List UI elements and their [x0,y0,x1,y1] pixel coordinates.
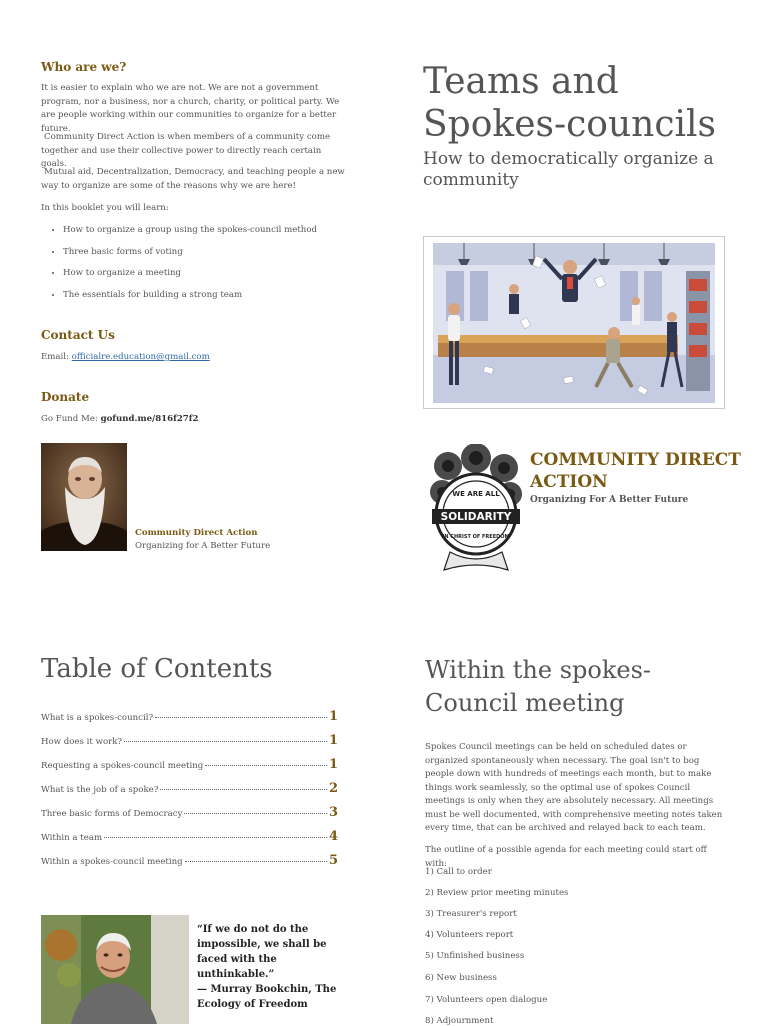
learn-item: • How to organize a group using the spokes-council method [63,225,343,236]
quote-block [197,922,339,1012]
seal-top-text: WE ARE ALL [452,490,500,498]
toc-page: 1 [328,733,338,748]
toc-label: What is a spokes-council? [41,713,154,723]
toc-leader [205,765,327,766]
toc-label: What is the job of a spoke? [41,785,159,795]
who-paragraph-2: Community Direct Action is when members of a community come together and use their collective power to directly reach certain goals. [41,132,331,169]
toc-page: 4 [328,829,338,844]
toc-row[interactable] [41,829,338,845]
email-label: Email: [41,352,72,362]
contact-heading: Contact Us [41,328,115,342]
toc-row[interactable] [41,805,338,821]
meeting-paragraph-1: Spokes Council meetings can be held on scheduled dates or organized spontaneously when necessary. The goal isn't to bog people down with hundreds of meetings each month, but to make things work seamlessly, so the optimal use of spokes Council meetings is only when they are absolutely necessary. All meetings must be well documented, with comprehensive meeting notes taken every time, that can be archived and relayed back to each team. [425,742,723,833]
learn-intro: In this booklet you will learn: [41,203,169,213]
toc-row[interactable] [41,781,338,797]
toc-leader [185,861,327,862]
email-link[interactable]: officialre.education@gmail.com [71,352,210,362]
agenda-item: 1) Call to order [425,867,492,877]
solidarity-logo [428,444,524,574]
title-line-2: Spokes-councils [423,104,717,145]
toc-leader [184,813,326,814]
meeting-paragraph-2: The outline of a possible agenda for each meeting could start off with: [425,845,707,869]
toc-heading: Table of Contents [41,654,273,684]
bookchin-photo [41,915,189,1024]
seal-main-text: SOLIDARITY [440,511,512,523]
agenda-item: 8) Adjournment [425,1016,494,1026]
agenda-item: 2) Review prior meeting minutes [425,888,569,898]
gofund-line [41,413,198,427]
toc-row[interactable] [41,853,338,869]
toc-label: Three basic forms of Democracy [41,809,183,819]
toc-label: Within a spokes-council meeting [41,857,183,867]
learn-item: • Three basic forms of voting [63,247,343,258]
page-title [423,60,716,146]
learn-item: • How to organize a meeting [63,268,343,279]
toc-row[interactable] [41,733,338,749]
meeting-heading-line-2: Council meeting [425,689,625,717]
toc-page: 2 [328,781,338,796]
office-illustration [423,236,725,409]
portrait-photo [41,443,127,551]
logo-title [530,449,741,493]
agenda-item: 6) New business [425,973,497,983]
agenda-item: 5) Unfinished business [425,951,525,961]
title-line-1: Teams and [423,61,619,102]
email-line [41,351,210,365]
quote-text: “If we do not do the impossible, we shall be faced with the unthinkable.” [197,924,327,980]
toc-leader [155,717,327,718]
toc-page: 5 [328,853,338,868]
who-paragraph-1: It is easier to explain who we are not. We are not a government program, nor a business, nor a church, charity, or political party. We are people working within our communities to organize for a better future. [41,83,340,134]
donate-heading: Donate [41,390,90,404]
quote-attribution: — Murray Bookchin, The Ecology of Freedom [197,984,337,1010]
toc-leader [124,741,327,742]
portrait-caption-title: Community Direct Action [135,528,258,538]
toc-label: Requesting a spokes-council meeting [41,761,204,771]
agenda-item: 4) Volunteers report [425,930,514,940]
logo-subtitle: Organizing For A Better Future [530,495,689,505]
toc-page: 3 [328,805,338,820]
meeting-heading-line-1: Within the spokes- [425,656,652,684]
toc-label: Within a team [41,833,103,843]
who-paragraph-3: Mutual aid, Decentralization, Democracy, and teaching people a new way to organize are some of the reasons why we are here! [41,167,345,191]
toc-leader [104,837,327,838]
who-heading: Who are we? [41,60,127,74]
toc-row[interactable] [41,709,338,725]
agenda-item: 7) Volunteers open dialogue [425,995,548,1005]
learn-item: • The essentials for building a strong team [63,290,343,301]
portrait-caption-sub: Organizing for A Better Future [135,541,271,551]
gofund-link[interactable]: gofund.me/816f27f2 [100,414,199,424]
seal-bottom-text: IN CHRIST OF FREEDOM [442,534,510,540]
learn-list [43,225,343,311]
toc-label: How does it work? [41,737,123,747]
page-subtitle: How to democratically organize a community [423,149,714,190]
toc-row[interactable] [41,757,338,773]
toc-leader [160,789,327,790]
toc-page: 1 [328,757,338,772]
toc-page: 1 [328,709,338,724]
gofund-label: Go Fund Me: [41,414,101,424]
logo-title-line-1: COMMUNITY DIRECT [530,450,741,470]
agenda-item: 3) Treasurer's report [425,909,517,919]
logo-title-line-2: ACTION [530,472,608,492]
meeting-heading [425,654,651,720]
